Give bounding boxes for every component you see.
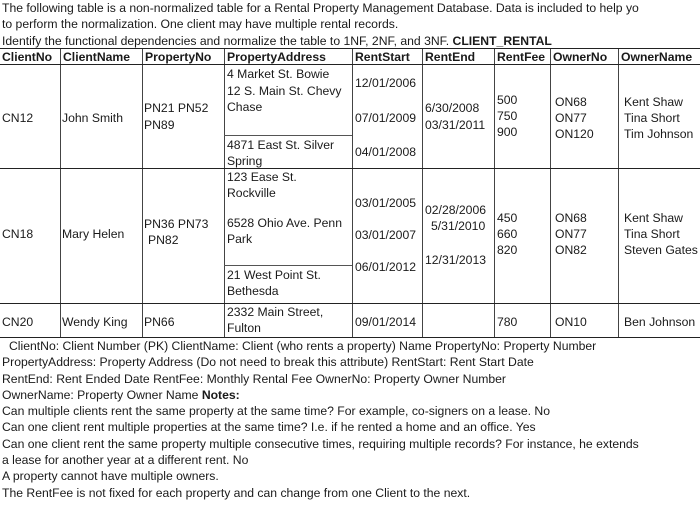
header-property-address: PropertyAddress: [224, 49, 352, 64]
table-header-row: [0, 48, 700, 65]
header-client-name: ClientName: [60, 49, 142, 64]
note-question: a lease for another year at a different rent. No: [2, 453, 249, 468]
client-no-cell: CN12: [2, 111, 34, 125]
property-address-cell: 4871 East St. Silver Spring: [227, 138, 335, 169]
table-row: [0, 304, 700, 338]
rent-end-cell: 12/31/2013: [425, 253, 486, 267]
intro-line-2: to perform the normalization. One client may have multiple rental records.: [2, 17, 399, 32]
rent-start-cell: 03/01/2005: [355, 196, 416, 210]
client-name-cell: John Smith: [62, 111, 123, 125]
property-no-cell: PN21 PN52: [144, 101, 209, 115]
rent-fee-cell: 450: [497, 211, 518, 225]
property-no-cell: PN66: [144, 315, 175, 329]
rent-fee-cell: 500: [497, 93, 518, 107]
notes-section: [0, 338, 700, 501]
definition-line: PropertyAddress: Property Address (Do not need to break this attribute) RentStart: Rent Start Date: [2, 355, 534, 370]
owner-no-cell: ON120: [555, 127, 594, 141]
rent-end-cell: 5/31/2010: [431, 219, 486, 233]
property-address-cell: 6528 Ohio Ave. Penn Park: [227, 216, 342, 247]
rent-fee-cell: 820: [497, 243, 518, 257]
header-rent-fee: RentFee: [494, 49, 550, 64]
property-no-cell: PN36 PN73: [144, 217, 209, 231]
owner-no-cell: ON77: [555, 111, 587, 125]
header-owner-no: OwnerNo: [550, 49, 618, 64]
rent-start-cell: 07/01/2009: [355, 111, 416, 125]
rent-end-cell: 03/31/2011: [425, 118, 486, 132]
owner-name-cell: Kent Shaw: [624, 211, 683, 225]
property-address-cell: 123 Ease St. Rockville: [227, 170, 297, 201]
header-rent-start: RentStart: [352, 49, 422, 64]
owner-no-cell: ON68: [555, 95, 587, 109]
rent-end-cell: 02/28/2006: [425, 203, 486, 217]
rent-end-cell: 6/30/2008: [425, 101, 480, 115]
definition-line: [0, 387, 700, 403]
rent-start-cell: 12/01/2006: [355, 76, 416, 90]
note-question: Can one client rent multiple properties at the same time? I.e. if he rented a home and an office. Yes: [2, 420, 536, 435]
intro-text: [0, 0, 700, 49]
owner-name-cell: Tina Short: [624, 111, 680, 125]
note-question: The RentFee is not fixed for each property and can change from one Client to the next.: [2, 485, 471, 500]
owner-name-cell: Ben Johnson: [624, 315, 696, 329]
rent-fee-cell: 750: [497, 109, 518, 123]
property-no-cell: PN82: [148, 233, 179, 247]
header-client-no: ClientNo: [2, 50, 53, 64]
table-name: CLIENT_RENTAL: [452, 33, 552, 48]
header-property-no: PropertyNo: [142, 49, 224, 64]
owner-name-cell: Tim Johnson: [624, 127, 694, 141]
intro-instruction: Identify the functional dependencies and normalize the table to 1NF, 2NF, and 3NF.: [2, 33, 450, 48]
property-address-cell: 21 West Point St. Bethesda: [227, 268, 321, 299]
client-name-cell: Wendy King: [62, 315, 128, 329]
definition-line: ClientNo: Client Number (PK) ClientName: Client (who rents a property) Name PropertyNo: Property Number: [9, 339, 597, 353]
owner-name-definition: OwnerName: Property Owner Name: [2, 387, 199, 402]
property-address-cell: 2332 Main Street, Fulton: [227, 305, 324, 336]
rent-start-cell: 03/01/2007: [355, 228, 416, 242]
property-address-cell: 4 Market St. Bowie: [227, 67, 330, 81]
owner-name-cell: Tina Short: [624, 227, 680, 241]
owner-no-cell: ON77: [555, 227, 587, 241]
intro-line-3: [0, 33, 700, 49]
rent-fee-cell: 900: [497, 125, 518, 139]
owner-no-cell: ON68: [555, 211, 587, 225]
intro-line-1: The following table is a non-normalized table for a Rental Property Management Database. Data is included to help yo: [2, 1, 639, 15]
owner-name-cell: Kent Shaw: [624, 95, 683, 109]
client-name-cell: Mary Helen: [62, 227, 125, 241]
header-rent-end: RentEnd: [422, 49, 494, 64]
table-row: [0, 65, 700, 169]
note-question: Can one client rent the same property multiple consecutive times, requiring multiple records? For instance, he extends: [2, 436, 639, 451]
rent-fee-cell: 780: [497, 315, 518, 329]
header-owner-name: OwnerName: [618, 49, 700, 64]
note-question: Can multiple clients rent the same property at the same time? For example, co-signers on a lease. No: [2, 404, 551, 419]
client-no-cell: CN18: [2, 227, 34, 241]
rent-start-cell: 04/01/2008: [355, 145, 416, 159]
rent-fee-cell: 660: [497, 227, 518, 241]
client-no-cell: CN20: [2, 315, 34, 329]
table-row: [0, 169, 700, 304]
client-rental-table: [0, 48, 700, 338]
definition-line: RentEnd: Rent Ended Date RentFee: Monthly Rental Fee OwnerNo: Property Owner Number: [2, 371, 506, 386]
notes-label: Notes:: [201, 387, 240, 402]
property-address-cell: 12 S. Main St. Chevy Chase: [227, 84, 342, 115]
property-no-cell: PN89: [144, 118, 175, 132]
owner-no-cell: ON82: [555, 243, 587, 257]
rent-start-cell: 09/01/2014: [355, 315, 416, 329]
note-question: A property cannot have multiple owners.: [2, 469, 219, 484]
owner-name-cell: Steven Gates: [624, 243, 698, 257]
owner-no-cell: ON10: [555, 315, 587, 329]
rent-start-cell: 06/01/2012: [355, 260, 416, 274]
